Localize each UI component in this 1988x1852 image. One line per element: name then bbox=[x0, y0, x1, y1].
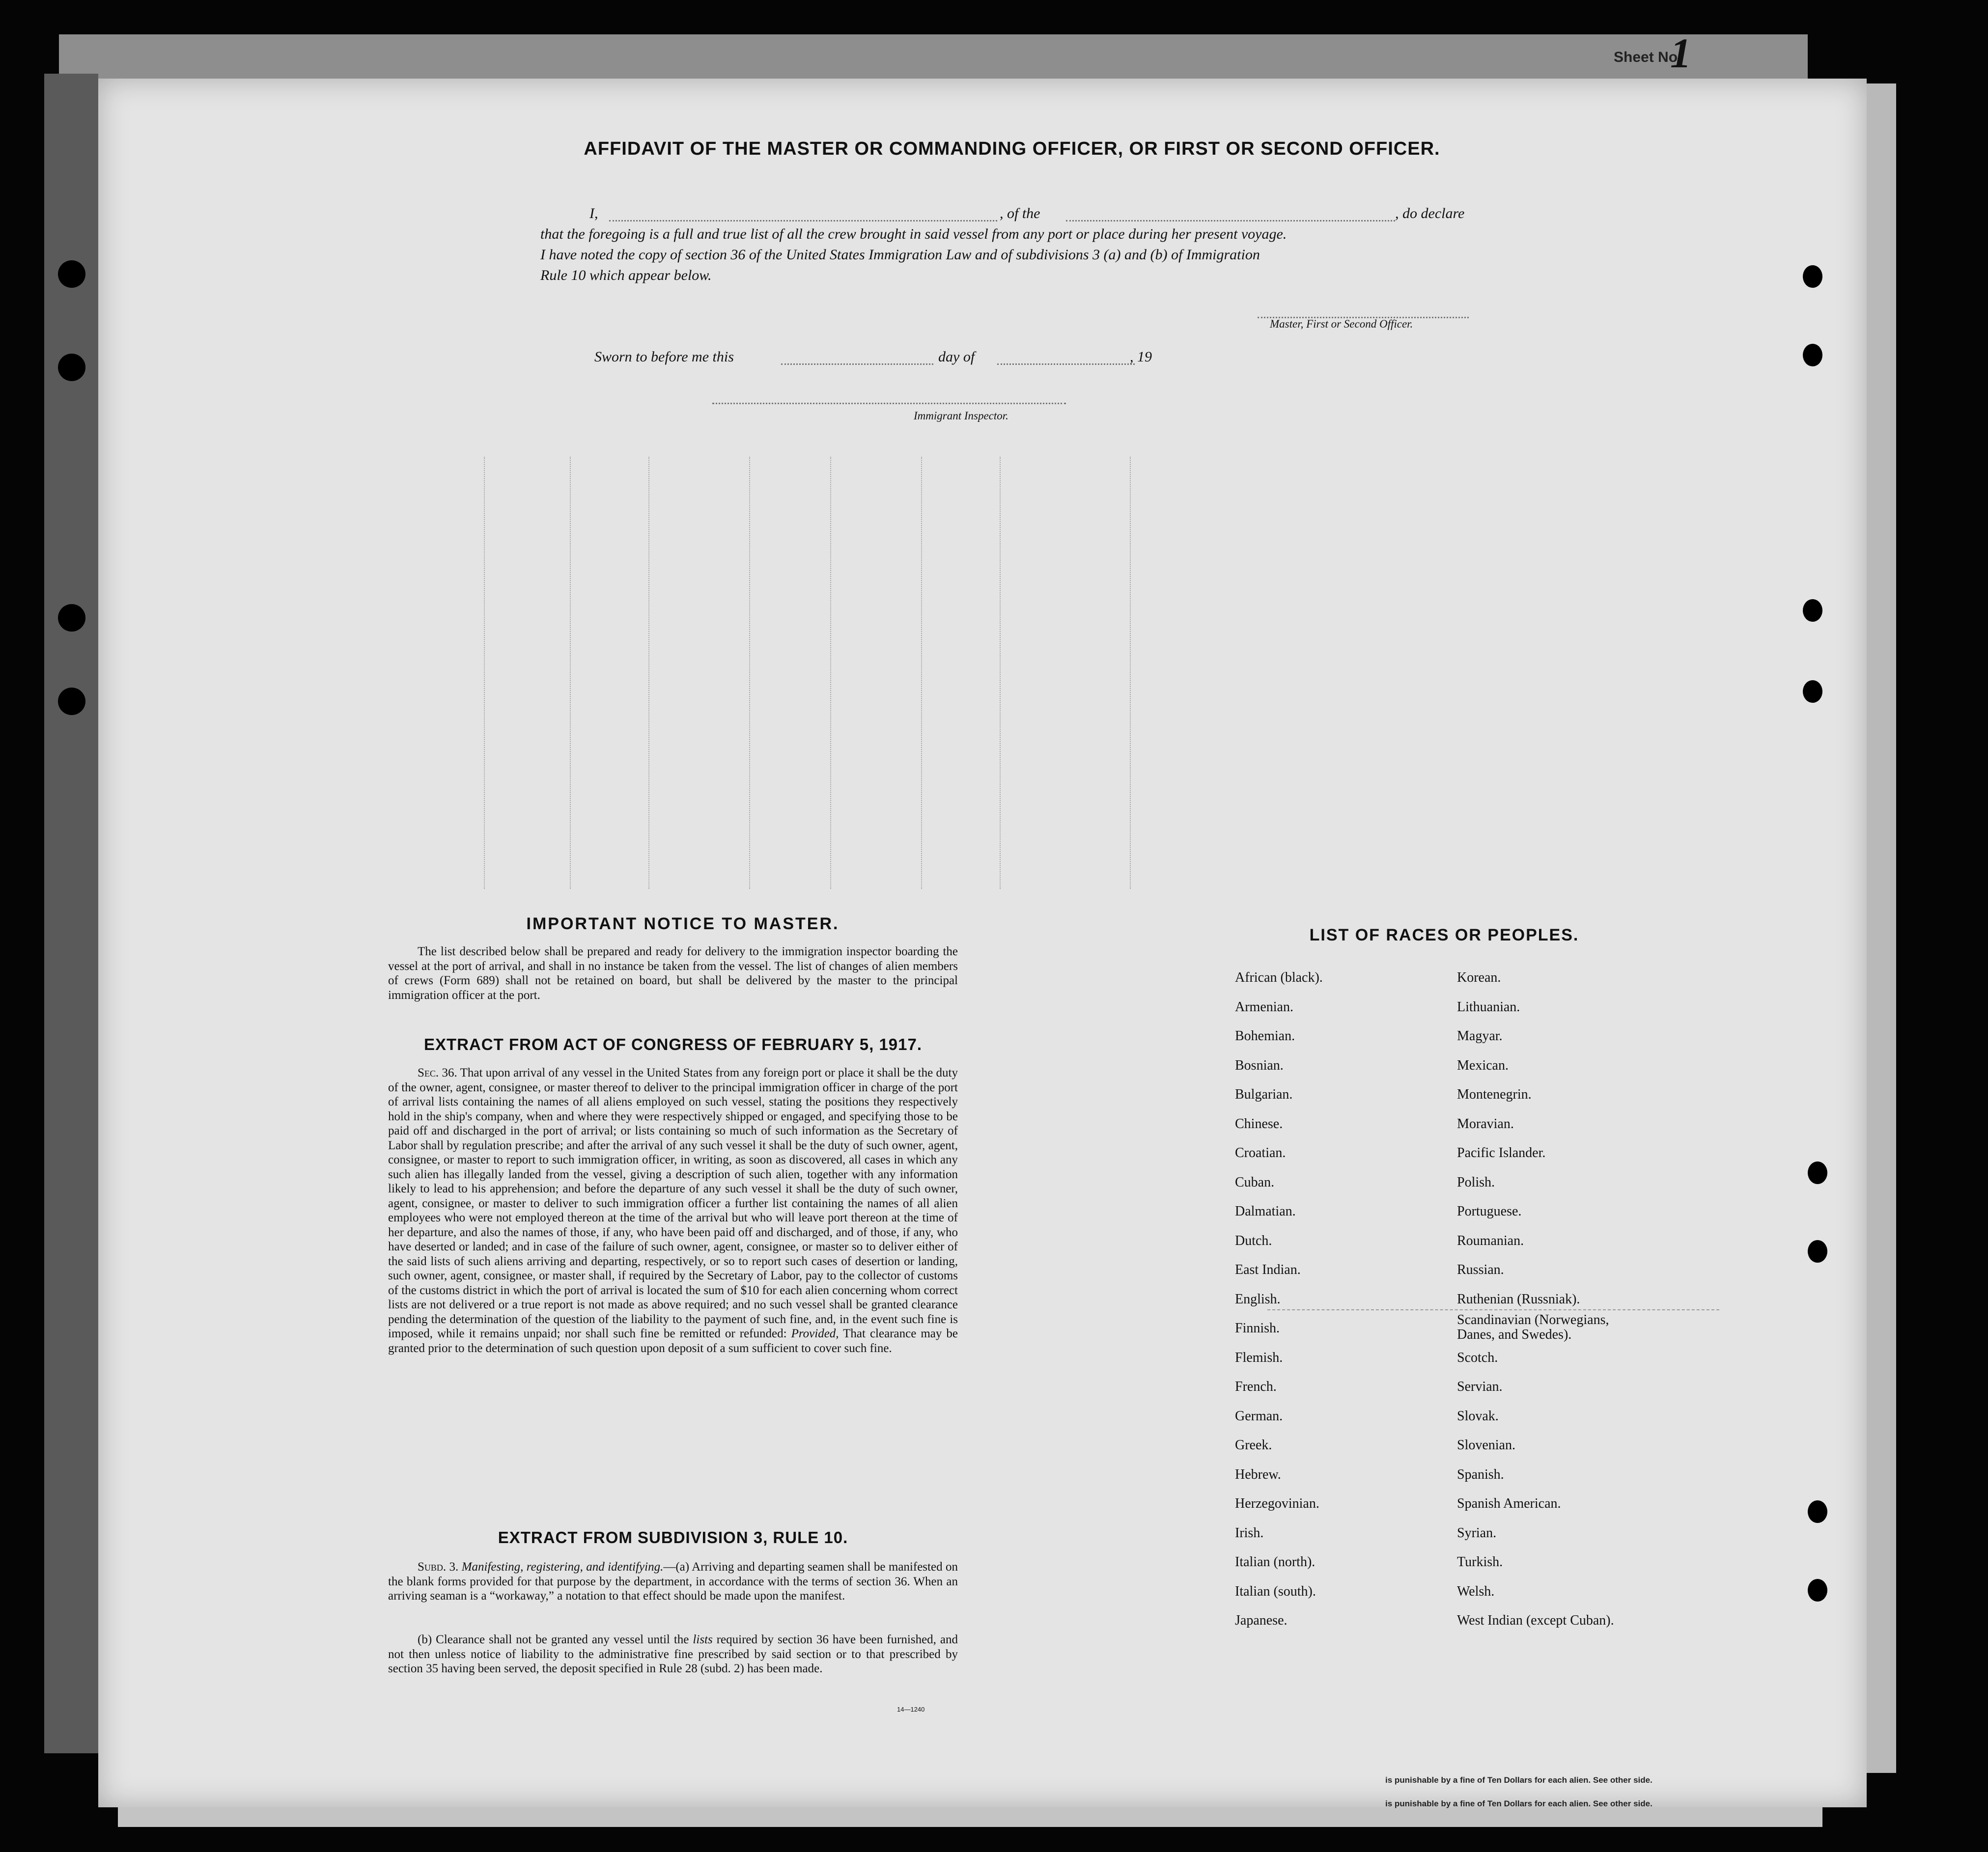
race-right: Portuguese. bbox=[1457, 1204, 1522, 1219]
subdivision-heading: Manifesting, registering, and identifying. bbox=[461, 1560, 664, 1574]
race-left: Irish. bbox=[1235, 1525, 1264, 1541]
act-extract-title: EXTRACT FROM ACT OF CONGRESS OF FEBRUARY 5, 1917. bbox=[423, 1035, 923, 1053]
affidavit-line-4: Rule 10 which appear below. bbox=[540, 267, 712, 283]
race-right: Slovenian. bbox=[1457, 1437, 1515, 1453]
race-right: Moravian. bbox=[1457, 1116, 1514, 1132]
rule-text-b bbox=[388, 1632, 958, 1676]
race-right: Pacific Islander. bbox=[1457, 1145, 1546, 1161]
form-number: 14—1240 bbox=[897, 1706, 925, 1713]
day-of-label: day of bbox=[938, 349, 975, 365]
race-left: Cuban. bbox=[1235, 1175, 1275, 1190]
sheet-number: 1 bbox=[1670, 29, 1691, 77]
race-right: Welsh. bbox=[1457, 1584, 1495, 1599]
race-right: Magyar. bbox=[1457, 1028, 1503, 1044]
binder-hole bbox=[1808, 1500, 1827, 1523]
binder-hole bbox=[58, 604, 85, 632]
sheet-number-label: Sheet No. bbox=[1614, 49, 1682, 65]
race-left: Flemish. bbox=[1235, 1350, 1283, 1365]
column-rule bbox=[648, 457, 649, 889]
race-left: Bohemian. bbox=[1235, 1028, 1295, 1044]
race-left: African (black). bbox=[1235, 970, 1323, 985]
race-right: Servian. bbox=[1457, 1379, 1503, 1394]
race-left: Bulgarian. bbox=[1235, 1087, 1293, 1102]
affidavit-name-blank bbox=[609, 220, 997, 221]
act-extract-text bbox=[388, 1066, 958, 1355]
race-right: Scotch. bbox=[1457, 1350, 1498, 1365]
binder-hole bbox=[1803, 265, 1822, 288]
underlying-sheet-top bbox=[59, 34, 1808, 79]
binder-hole bbox=[58, 688, 85, 715]
binder-hole bbox=[1803, 344, 1822, 366]
race-left: Dutch. bbox=[1235, 1233, 1272, 1248]
races-title: LIST OF RACES OR PEOPLES. bbox=[1309, 926, 1579, 944]
race-left: Greek. bbox=[1235, 1437, 1272, 1453]
rule-text-b-start: (b) Clearance shall not be granted any vessel until the bbox=[418, 1633, 689, 1646]
inspector-signature-line bbox=[712, 403, 1066, 404]
column-rule bbox=[1000, 457, 1001, 889]
race-left: East Indian. bbox=[1235, 1262, 1301, 1277]
notice-text: The list described below shall be prepared and ready for delivery to the immigration inspector boarding the vessel at the port of arrival, and shall in no instance be taken from the vessel. The list of changes of alien members of crews (Form 689) shall not be retained on board, but shall be delivered by the master to the principal immigration officer at the port. bbox=[388, 945, 958, 1002]
sworn-day-blank bbox=[781, 363, 933, 365]
binder-hole bbox=[1803, 599, 1822, 622]
race-right: Mexican. bbox=[1457, 1058, 1509, 1073]
binder-hole bbox=[1803, 680, 1822, 703]
section-label: Sec. 36. bbox=[418, 1066, 457, 1079]
manifest-page bbox=[98, 79, 1867, 1807]
race-left: Dalmatian. bbox=[1235, 1204, 1296, 1219]
rule-text-a-body: —(a) Arriving and departing seamen shall be manifested on the blank forms provided for that purpose by the department, in accordance with the terms of section 36. When an arriving seaman is a “workaway,” a notation to that effect should be made upon the manifest. bbox=[388, 1560, 958, 1603]
race-right: Korean. bbox=[1457, 970, 1501, 985]
binder-hole bbox=[58, 260, 85, 288]
race-left: French. bbox=[1235, 1379, 1277, 1394]
race-left: Armenian. bbox=[1235, 999, 1293, 1015]
fold-line bbox=[1267, 1309, 1719, 1310]
underlying-sheet-left bbox=[44, 74, 98, 1753]
race-left: Italian (south). bbox=[1235, 1584, 1316, 1599]
race-left: Bosnian. bbox=[1235, 1058, 1284, 1073]
binder-hole bbox=[1808, 1240, 1827, 1263]
fine-notice-strip-2: is punishable by a fine of Ten Dollars for each alien. See other side. bbox=[1385, 1799, 1652, 1808]
race-right: Scandinavian (Norwegians, Danes, and Swedes). bbox=[1457, 1312, 1609, 1342]
rule-text-a bbox=[388, 1560, 958, 1603]
race-right: Slovak. bbox=[1457, 1409, 1499, 1424]
race-left: Chinese. bbox=[1235, 1116, 1283, 1132]
affidavit-line-3: I have noted the copy of section 36 of the United States Immigration Law and of subdivisions 3 (a) and (b) of Immigration bbox=[540, 247, 1260, 263]
affidavit-vessel-blank bbox=[1066, 220, 1395, 221]
race-right: Syrian. bbox=[1457, 1525, 1497, 1541]
column-rule bbox=[484, 457, 485, 889]
column-rule bbox=[570, 457, 571, 889]
inspector-signature-caption: Immigrant Inspector. bbox=[914, 410, 1008, 422]
master-signature-caption: Master, First or Second Officer. bbox=[1270, 318, 1413, 330]
rule-extract-title: EXTRACT FROM SUBDIVISION 3, RULE 10. bbox=[498, 1528, 848, 1547]
race-left: Herzegovinian. bbox=[1235, 1496, 1319, 1511]
column-rule bbox=[749, 457, 750, 889]
race-right: Montenegrin. bbox=[1457, 1087, 1532, 1102]
race-right: Polish. bbox=[1457, 1175, 1495, 1190]
column-rule bbox=[921, 457, 922, 889]
race-left: Finnish. bbox=[1235, 1321, 1280, 1336]
race-right: Lithuanian. bbox=[1457, 999, 1520, 1015]
column-rule bbox=[1130, 457, 1131, 889]
race-right: Ruthenian (Russniak). bbox=[1457, 1292, 1580, 1307]
sworn-label: Sworn to before me this bbox=[594, 349, 734, 365]
provided-label: Provided, bbox=[791, 1327, 839, 1340]
race-left: Croatian. bbox=[1235, 1145, 1286, 1161]
binder-hole bbox=[58, 354, 85, 381]
year-label: , 19 bbox=[1130, 349, 1152, 365]
affidavit-title: AFFIDAVIT OF THE MASTER OR COMMANDING OFFICER, OR FIRST OR SECOND OFFICER. bbox=[584, 138, 1440, 159]
column-rule bbox=[830, 457, 831, 889]
race-right: Russian. bbox=[1457, 1262, 1504, 1277]
race-right: Spanish American. bbox=[1457, 1496, 1561, 1511]
race-right: Spanish. bbox=[1457, 1467, 1504, 1482]
race-right: West Indian (except Cuban). bbox=[1457, 1613, 1614, 1628]
race-left: Italian (north). bbox=[1235, 1554, 1316, 1570]
affidavit-of-the-label: , of the bbox=[1000, 205, 1040, 221]
race-left: German. bbox=[1235, 1409, 1283, 1424]
notice-title: IMPORTANT NOTICE TO MASTER. bbox=[526, 914, 840, 933]
binder-hole bbox=[1808, 1579, 1827, 1602]
act-text-end: That clearance may be granted prior to the determination of such question upon deposit of a sum sufficient to cover such fine. bbox=[388, 1327, 958, 1355]
race-left: Japanese. bbox=[1235, 1613, 1288, 1628]
race-left: Hebrew. bbox=[1235, 1467, 1281, 1482]
act-text: That upon arrival of any vessel in the United States from any foreign port or place it shall be the duty of the owner, agent, consignee, or master thereof to deliver to the principal immigration officer in charge of the port of arrival lists containing the names of all aliens employed on such vessel, stating the positions they respectively hold in the ship's company, when and where they were respectively shipped or engaged, and specifying those to be paid off and discharged in the port of arrival; or lists containing so much of such information as the Secretary of Labor shall by regulation prescribe; and after the arrival of any such vessel it shall be the duty of such owner, agent, consignee, or master to report to such immigration officer, in writing, as soon as discovered, all cases in which any such alien has illegally landed from the vessel, giving a description of such alien, together with any information likely to lead to his apprehension; and before the departure of any such vessel it shall be the duty of such owner, agent, consignee, or master to deliver to such immigration officer a further list containing the names of all alien employees who were not employed thereon at the time of the arrival but who will leave port thereon at the time of her departure, and also the names of those, if any, who have been paid off and discharged, and of those, if any, who have deserted or landed; and in case of the failure of such owner, agent, consignee, or master so to deliver either of the said lists of such aliens arriving and departing, respectively, or so to report such cases of desertion or landing, such owner, agent, consignee, or master shall, if required by the Secretary of Labor, pay to the collector of customs of the customs district in which the port of arrival is located the sum of $10 for each alien concerning whom correct lists are not delivered or a true report is not made as above required; and no such vessel shall be granted clearance pending the determination of the question of the liability to the payment of such fine, and, in the event such fine is imposed, while it remains unpaid; nor shall such fine be remitted or refunded: bbox=[388, 1066, 958, 1340]
race-right: Turkish. bbox=[1457, 1554, 1503, 1570]
lists-word: lists bbox=[693, 1633, 713, 1646]
sworn-month-blank bbox=[997, 363, 1135, 365]
underlying-sheet-right bbox=[1867, 83, 1896, 1773]
race-left: English. bbox=[1235, 1292, 1281, 1307]
affidavit-line-2: that the foregoing is a full and true list of all the crew brought in said vessel from any port or place during her present voyage. bbox=[540, 226, 1287, 242]
rule-text-b-end: required by section 36 have been furnished, and not then unless notice of liability to the administrative fine prescribed by said section or to that prescribed by section 35 having been served, the deposit specified in Rule 28 (subd. 2) has been made. bbox=[388, 1633, 958, 1675]
affidavit-i-label: I, bbox=[589, 205, 598, 221]
affidavit-do-declare-label: , do declare bbox=[1395, 205, 1465, 221]
fine-notice-strip-1: is punishable by a fine of Ten Dollars for each alien. See other side. bbox=[1385, 1775, 1652, 1785]
binder-hole bbox=[1808, 1161, 1827, 1184]
subdivision-label: Subd. 3. bbox=[418, 1560, 459, 1574]
race-right: Roumanian. bbox=[1457, 1233, 1524, 1248]
